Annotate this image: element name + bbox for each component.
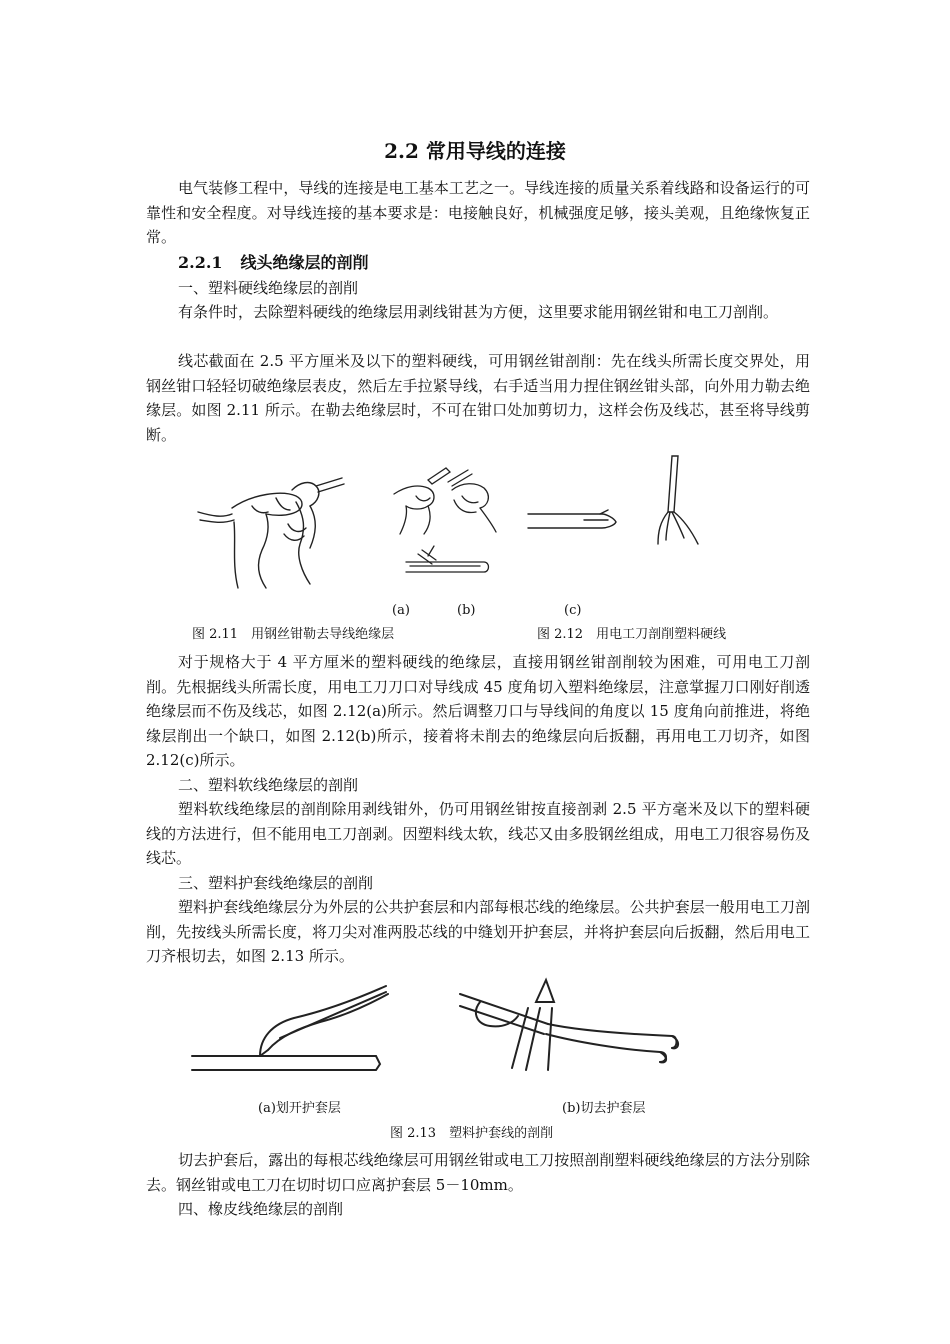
part3-paragraph-2: 切去护套后，露出的每根芯线绝缘层可用钢丝钳或电工刀按照剖削塑料硬线绝缘层的方法分别除去。钢丝钳或电工刀在切时切口应离护套层 5－10mm。: [146, 1151, 810, 1194]
figure-2-13-b-illustration: [456, 972, 686, 1072]
section-title: 2.2 常用导线的连接: [384, 139, 566, 163]
part1-heading: 一、塑料硬线绝缘层的剖削: [178, 279, 359, 297]
intro-paragraph: 电气装修工程中，导线的连接是电工基本工艺之一。导线连接的质量关系着线路和设备运行的可靠性和安全程度。对导线连接的基本要求是：电接触良好，机械强度足够，接头美观，且绝缘恢复正常。: [146, 179, 810, 246]
subsection-heading: [178, 250, 387, 276]
figure-2-13-sub-b: (b)切去护套层: [562, 1101, 646, 1116]
figure-2-12-a-illustration: [388, 456, 500, 586]
figure-2-13-sub-a: (a)划开护套层: [258, 1101, 341, 1116]
part3-paragraph: 塑料护套线绝缘层分为外层的公共护套层和内部每根芯线的绝缘层。公共护套层一般用电工刀剖削，先按线头所需长度，将刀尖对准两股芯线的中缝划开护套层，并将护套层向后扳翻，然后用电工刀齐根切去，如图 2.13 所示。: [146, 898, 810, 965]
part1-paragraph-2: 线芯截面在 2.5 平方厘米及以下的塑料硬线，可用钢丝钳剖削：先在线头所需长度交界处，用钢丝钳口轻轻切破绝缘层表皮，然后左手拉紧导线，右手适当用力捏住钢丝钳头部，向外用力勒去绝缘层。如图 2.11 所示。在勒去绝缘层时，不可在钳口处加剪切力，这样会伤及线芯，甚至将导线剪断。: [146, 352, 810, 444]
figure-2-12-sub-c: (c): [564, 603, 582, 618]
figure-2-13-a-illustration: [190, 978, 390, 1078]
figure-2-12-caption: 图 2.12 用电工刀剖削塑料硬线: [537, 627, 727, 642]
figure-2-12-b-illustration: [524, 500, 624, 540]
part1-paragraph-1: 有条件时，去除塑料硬线的绝缘层用剥线钳甚为方便，这里要求能用钢丝钳和电工刀剖削。: [178, 303, 779, 321]
subsection-title: 线头绝缘层的剖削: [240, 253, 369, 272]
part2-paragraph: 塑料软线绝缘层的剖削除用剥线钳外，仍可用钢丝钳按直接剖剥 2.5 平方毫米及以下的塑料硬线的方法进行，但不能用电工刀剖剥。因塑料线太软，线芯又由多股钢丝组成，用电工刀很容易伤及线芯。: [146, 800, 810, 867]
part1-paragraph-3: 对于规格大于 4 平方厘米的塑料硬线的绝缘层，直接用钢丝钳剖削较为困难，可用电工刀剖削。先根据线头所需长度，用电工刀刀口对导线成 45 度角切入塑料绝缘层，注意掌握刀口刚好削透绝缘层而不伤及线芯，如图 2.12(a)所示。然后调整刀口与导线间的角度以 15 度角向前推进，将绝缘层削出一个缺口，如图 2.12(b)所示，接着将未削去的绝缘层向后扳翻，再用电工刀切齐，如图 2.12(c)所示。: [146, 653, 810, 769]
figure-2-12-sub-b: (b): [457, 603, 476, 618]
part4-heading: 四、橡皮线绝缘层的剖削: [178, 1200, 344, 1218]
figure-2-12-sub-a: (a): [392, 603, 410, 618]
subsection-number: 2.2.1: [178, 253, 223, 272]
figure-2-13-caption: 图 2.13 塑料护套线的剖削: [390, 1126, 554, 1141]
figure-2-11-caption: 图 2.11 用钢丝钳勒去导线绝缘层: [192, 627, 395, 642]
part2-heading: 二、塑料软线绝缘层的剖削: [178, 776, 359, 794]
part3-heading: 三、塑料护套线绝缘层的剖削: [178, 874, 374, 892]
figure-2-12-c-illustration: [650, 452, 710, 552]
figure-2-11-illustration: [192, 472, 352, 592]
